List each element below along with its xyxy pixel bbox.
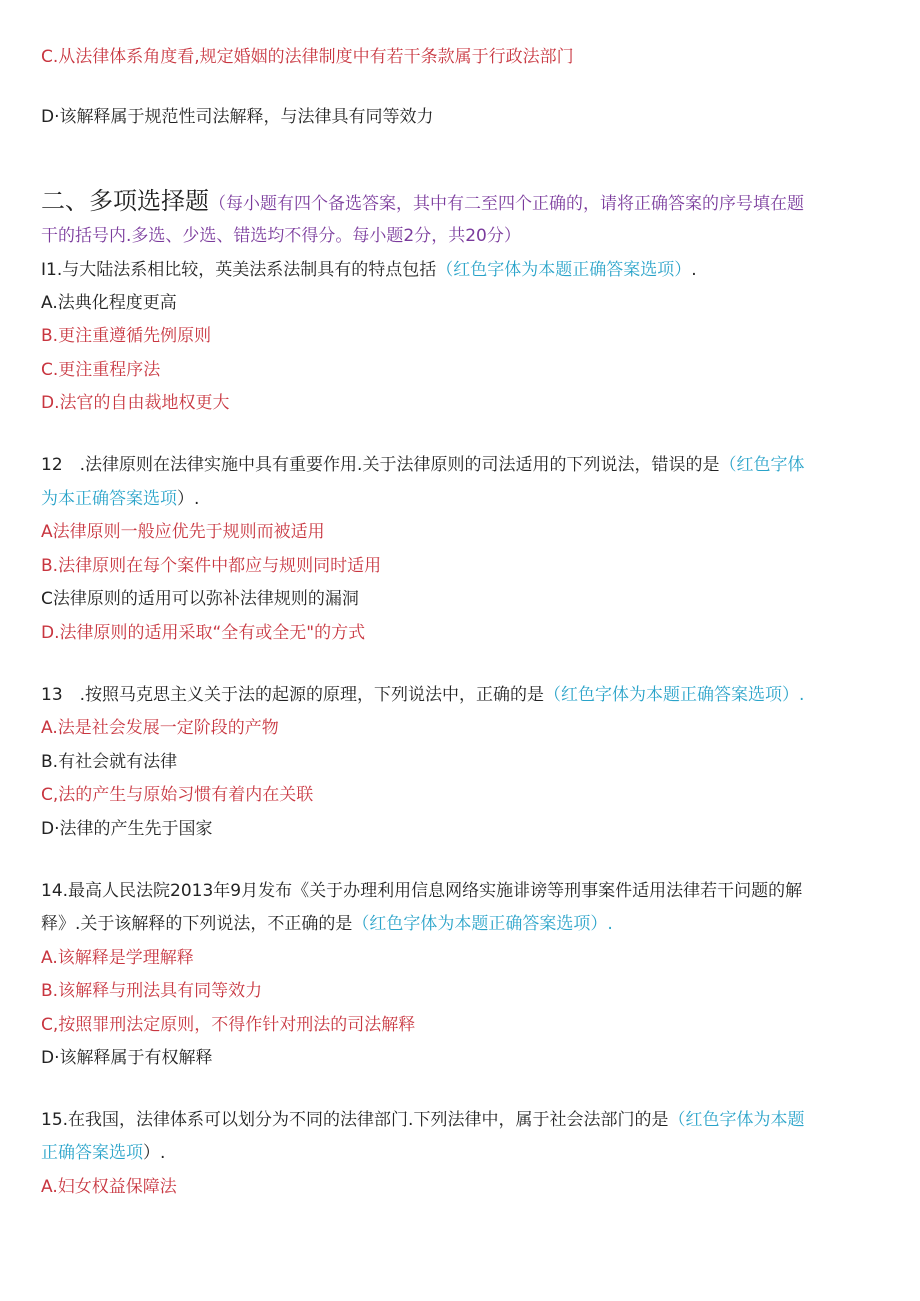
q14-stem-line2: [41, 912, 613, 936]
q13-stem: 13 .按照马克思主义关于法的起源的原理，下列说法中，正确的是: [41, 685, 545, 705]
section-note-line2: 干的括号内.多选、少选、错选均不得分。每小题2分，共20分）: [41, 226, 521, 246]
q14-stem-line1: 14.最高人民法院2013年9月发布《关于办理利用信息网络实施诽谤等刑事案件适用法律若干问题的解: [41, 881, 803, 901]
q12-option-a: A法律原则一般应优先于规则而被适用: [41, 522, 325, 542]
q11-tail: .: [691, 260, 697, 280]
q12-option-c: C法律原则的适用可以弥补法律规则的漏洞: [41, 589, 359, 609]
q11-stem: I1.与大陆法系相比较，英美法系法制具有的特点包括: [41, 260, 437, 280]
q12-hint-part2: 为本正确答案选项: [41, 489, 177, 509]
q11-option-a: A.法典化程度更高: [41, 293, 177, 313]
q11-option-c: C.更注重程序法: [41, 360, 161, 380]
q15-hint-part2: 正确答案选项: [41, 1143, 143, 1163]
q14-option-c: C,按照罪刑法定原则，不得作针对刑法的司法解释: [41, 1015, 416, 1035]
q14-stem2: 释》.关于该解释的下列说法，不正确的是: [41, 914, 353, 934]
q13-stem-line: [41, 683, 804, 707]
q13-option-c: C,法的产生与原始习惯有着内在关联: [41, 785, 314, 805]
section-note-line1: （每小题有四个备选答案，其中有二至四个正确的，请将正确答案的序号填在题: [209, 194, 804, 214]
q11-option-d: D.法官的自由裁地权更大: [41, 393, 230, 413]
q13-option-b: B.有社会就有法律: [41, 752, 178, 772]
q15-option-a: A.妇女权益保障法: [41, 1177, 177, 1197]
q14-option-b: B.该解释与刑法具有同等效力: [41, 981, 263, 1001]
q12-option-b: B.法律原则在每个案件中都应与规则同时适用: [41, 556, 382, 576]
q14-option-a: A.该解释是学理解释: [41, 948, 194, 968]
q15-tail: ）.: [143, 1143, 166, 1163]
q13-option-d: D·法律的产生先于国家: [41, 819, 213, 839]
q12-option-d: D.法律原则的适用采取“全有或全无"的方式: [41, 623, 366, 643]
section-title: 二、多项选择题: [41, 187, 209, 215]
q14-hint: （红色字体为本题正确答案选项）.: [352, 914, 613, 934]
q15-hint-part1: （红色字体为本题: [668, 1110, 805, 1130]
q12-stem-line: [41, 453, 804, 477]
q13-option-a: A.法是社会发展一定阶段的产物: [41, 718, 279, 738]
prev-option-d: D·该解释属于规范性司法解释，与法律具有同等效力: [41, 107, 434, 127]
prev-option-c: C.从法律体系角度看,规定婚姻的法律制度中有若干条款属于行政法部门: [41, 47, 574, 67]
section-heading-line: [41, 186, 804, 219]
q11-option-b: B.更注重遵循先例原则: [41, 326, 212, 346]
q15-stem-line2: [41, 1141, 165, 1165]
q15-stem-line: [41, 1108, 804, 1132]
q12-stem-line2: [41, 487, 199, 511]
q12-hint-part1: （红色字体: [719, 455, 805, 475]
q14-option-d: D·该解释属于有权解释: [41, 1048, 213, 1068]
q15-stem: 15.在我国，法律体系可以划分为不同的法律部门.下列法律中，属于社会法部门的是: [41, 1110, 669, 1130]
q11-hint: （红色字体为本题正确答案选项）: [436, 260, 692, 280]
q12-stem: 12 .法律原则在法律实施中具有重要作用.关于法律原则的司法适用的下列说法，错误的是: [41, 455, 720, 475]
q11-stem-line: [41, 258, 697, 282]
q12-tail: ）.: [177, 489, 200, 509]
q13-hint: （红色字体为本题正确答案选项）.: [544, 685, 805, 705]
